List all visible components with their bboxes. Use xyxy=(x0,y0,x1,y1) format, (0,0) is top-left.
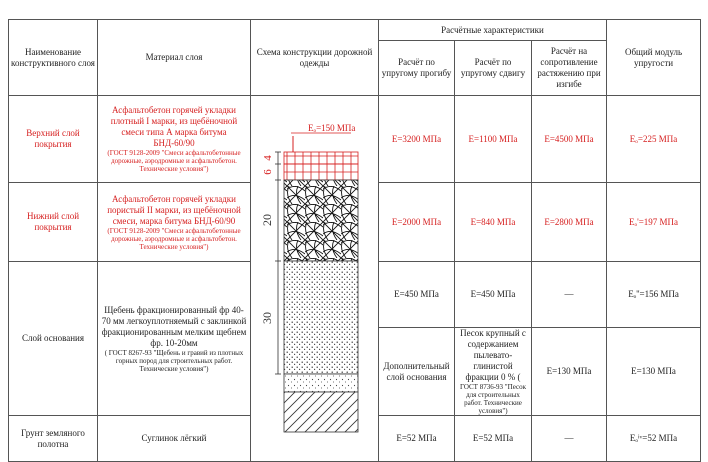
pavement-design-table xyxy=(8,19,701,462)
material-gost: (ГОСТ 9128-2009 "Смеси асфальтобетонные дорожные, аэродромные и асфальтобетон. Технические условия") xyxy=(107,149,241,173)
modulus-deflection: E=3200 МПа xyxy=(379,96,455,183)
header-schema: Схема конструкции дорожной одежды xyxy=(251,20,379,96)
layer-name: Слой основания xyxy=(9,262,98,416)
material-text: Песок крупный с содержанием пылевато-глинистой фракции 0 % ( xyxy=(460,328,526,382)
modulus-shear: E=450 МПа xyxy=(455,262,532,328)
modulus-bending: E=2800 МПа xyxy=(532,183,607,262)
modulus-total: Eₒⁱᵛ=52 МПа xyxy=(607,416,701,462)
modulus-deflection: E=130 МПа xyxy=(532,328,607,416)
header-material: Материал слоя xyxy=(98,20,251,96)
layer-name: Дополнительный слой основания xyxy=(379,328,455,416)
layer-upper-hatch xyxy=(284,152,358,164)
pavement-schema xyxy=(251,96,379,451)
modulus-bending: — xyxy=(532,262,607,328)
modulus-total: Eₒ=225 МПа xyxy=(607,96,701,183)
modulus-deflection: E=2000 МПа xyxy=(379,183,455,262)
layer-material xyxy=(98,416,251,462)
modulus-deflection: E=450 МПа xyxy=(379,262,455,328)
modulus-total: Eₒ''=156 МПа xyxy=(607,262,701,328)
header-calc-bending: Расчёт на сопротивление растяжению при изгибе xyxy=(532,41,607,96)
modulus-shear: E=130 МПа xyxy=(607,328,701,416)
modulus-bending: — xyxy=(532,416,607,462)
layer-name: Грунт земляного полотна xyxy=(9,416,98,462)
thickness-4: 4 xyxy=(262,155,274,161)
modulus-deflection: E=52 МПа xyxy=(379,416,455,462)
layer-name: Верхний слой покрытия xyxy=(9,96,98,183)
header-calc-group: Расчётные характеристики xyxy=(379,20,607,41)
header-calc-deflection: Расчёт по упругому прогибу xyxy=(379,41,455,96)
header-calc-shear: Расчёт по упругому сдвигу xyxy=(455,41,532,96)
top-modulus-label: Eₒ=150 МПа xyxy=(308,123,356,133)
modulus-bending: E=4500 МПа xyxy=(532,96,607,183)
modulus-total: Eₒ'=197 МПа xyxy=(607,183,701,262)
layer-crushed-stone-pattern xyxy=(284,261,358,374)
thickness-6: 6 xyxy=(262,169,274,175)
modulus-shear: E=1100 МПа xyxy=(455,96,532,183)
thickness-30: 30 xyxy=(260,312,274,324)
material-text: Щебень фракционированный фр 40-70 мм легкоуплотняемый с заклинкой фракционированным мелким щебнем фр. 10-20мм xyxy=(101,304,247,348)
layer-material xyxy=(98,262,251,416)
header-layer-name: Наименование конструктивного слоя xyxy=(9,20,98,96)
layer-name: Нижний слой покрытия xyxy=(9,183,98,262)
table-row xyxy=(9,96,701,183)
header-total-modulus: Общий модуль упругости xyxy=(607,20,701,96)
material-gost: (ГОСТ 9128-2009 "Смеси асфальтобетонные дорожные, аэродромные и асфальтобетон. Технические условия") xyxy=(107,226,241,251)
material-gost: ГОСТ 8736-93 "Песок для строительных работ. Технические условия") xyxy=(460,383,526,415)
thickness-dimension-lines xyxy=(275,152,281,374)
material-text: Суглинок лёгкий xyxy=(141,433,207,443)
layer-material xyxy=(98,183,251,262)
pavement-schema-cell xyxy=(251,96,379,462)
layer-material xyxy=(455,328,532,416)
material-gost: ( ГОСТ 8267-93 "Щебень и гравий из плотных горных пород для строительных работ. Технические условия") xyxy=(104,348,244,373)
layer-asphalt-porous-pattern xyxy=(284,180,358,261)
layer-material xyxy=(98,96,251,183)
thickness-20: 20 xyxy=(260,214,274,226)
modulus-shear: E=52 МПа xyxy=(455,416,532,462)
layer-soil-pattern xyxy=(284,392,358,432)
layer-lower-hatch xyxy=(284,164,358,180)
material-text: Асфальтобетон горячей укладки пористый II марки, из щебёночной смеси, марка битума БНД-60/90 xyxy=(107,193,241,226)
modulus-shear: E=840 МПа xyxy=(455,183,532,262)
material-text: Асфальтобетон горячей укладки плотный I марки, из щебёночной смеси типа А марка битума БНД-60/90 xyxy=(110,105,238,148)
layer-sand-pattern xyxy=(284,374,358,392)
